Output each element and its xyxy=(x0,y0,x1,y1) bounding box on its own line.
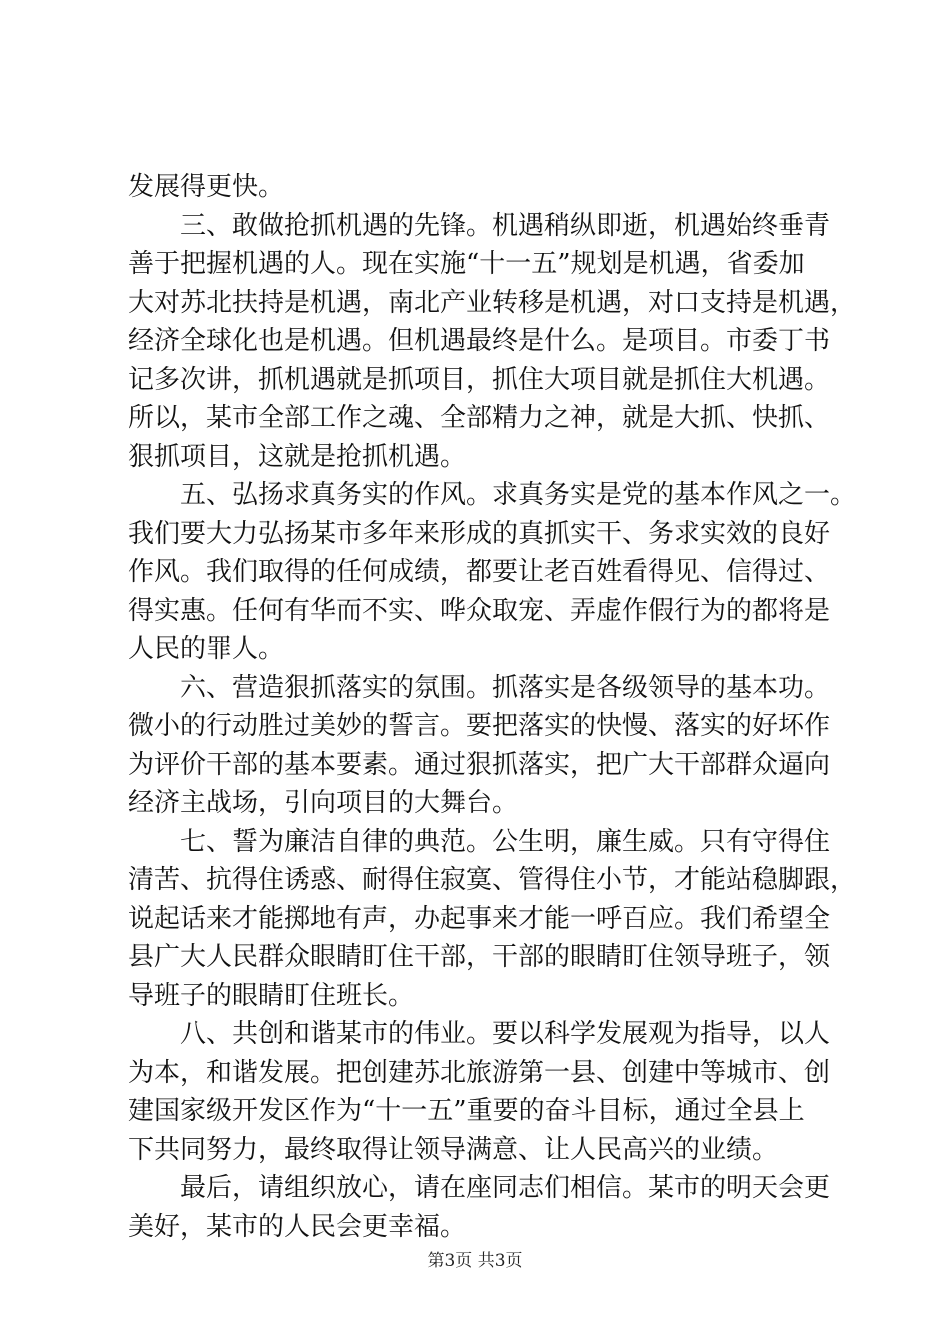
text-line: 经济全球化也是机遇。但机遇最终是什么。是项目。市委丁书 xyxy=(128,326,831,356)
text-line: 建国家级开发区作为“十一五”重要的奋斗目标，通过全县上 xyxy=(128,1096,805,1126)
text-line: 作风。我们取得的任何成绩，都要让老百姓看得见、信得过、 xyxy=(128,557,831,587)
text-line: 发展得更快。 xyxy=(128,172,285,202)
text-line: 得实惠。任何有华而不实、哗众取宠、弄虚作假行为的都将是 xyxy=(128,595,831,626)
text-line: 导班子的眼睛盯住班长。 xyxy=(128,980,415,1011)
text-line: 说起话来才能掷地有声，办起事来才能一呼百应。我们希望全 xyxy=(128,903,831,934)
text-line: 狠抓项目，这就是抢抓机遇。 xyxy=(128,441,467,472)
text-line: 七、誓为廉洁自律的典范。公生明，廉生威。只有守得住 xyxy=(180,826,831,857)
text-line: 人民的罪人。 xyxy=(128,634,285,664)
text-line: 清苦、抗得住诱惑、耐得住寂寞、管得住小节，才能站稳脚跟， xyxy=(128,865,857,895)
page-footer: 第3页 共3页 xyxy=(427,1251,523,1271)
text-line: 县广大人民群众眼睛盯住干部，干部的眼睛盯住领导班子，领 xyxy=(128,942,831,972)
document-body xyxy=(128,168,857,1246)
text-line: 微小的行动胜过美妙的誓言。要把落实的快慢、落实的好坏作 xyxy=(128,711,831,741)
text-line: 下共同努力，最终取得让领导满意、让人民高兴的业绩。 xyxy=(128,1134,779,1165)
text-line: 最后，请组织放心，请在座同志们相信。某市的明天会更 xyxy=(180,1173,831,1203)
text-line: 所以，某市全部工作之魂、全部精力之神，就是大抓、快抓、 xyxy=(128,403,831,433)
text-line: 美好，某市的人民会更幸福。 xyxy=(128,1211,467,1242)
text-line: 经济主战场，引向项目的大舞台。 xyxy=(128,788,519,818)
text-line: 我们要大力弘扬某市多年来形成的真抓实干、务求实效的良好 xyxy=(128,518,831,549)
text-line: 记多次讲，抓机遇就是抓项目，抓住大项目就是抓住大机遇。 xyxy=(128,364,831,395)
text-line: 为本，和谐发展。把创建苏北旅游第一县、创建中等城市、创 xyxy=(128,1057,831,1088)
text-line: 六、营造狠抓落实的氛围。抓落实是各级领导的基本功。 xyxy=(180,672,831,703)
text-line: 为评价干部的基本要素。通过狠抓落实，把广大干部群众逼向 xyxy=(128,749,831,780)
text-line: 善于把握机遇的人。现在实施“十一五”规划是机遇，省委加 xyxy=(128,249,805,279)
text-line: 三、敢做抢抓机遇的先锋。机遇稍纵即逝，机遇始终垂青 xyxy=(180,210,831,241)
text-line: 八、共创和谐某市的伟业。要以科学发展观为指导，以人 xyxy=(180,1019,831,1049)
text-line: 五、弘扬求真务实的作风。求真务实是党的基本作风之一。 xyxy=(180,480,857,510)
text-line: 大对苏北扶持是机遇，南北产业转移是机遇，对口支持是机遇， xyxy=(128,287,857,318)
